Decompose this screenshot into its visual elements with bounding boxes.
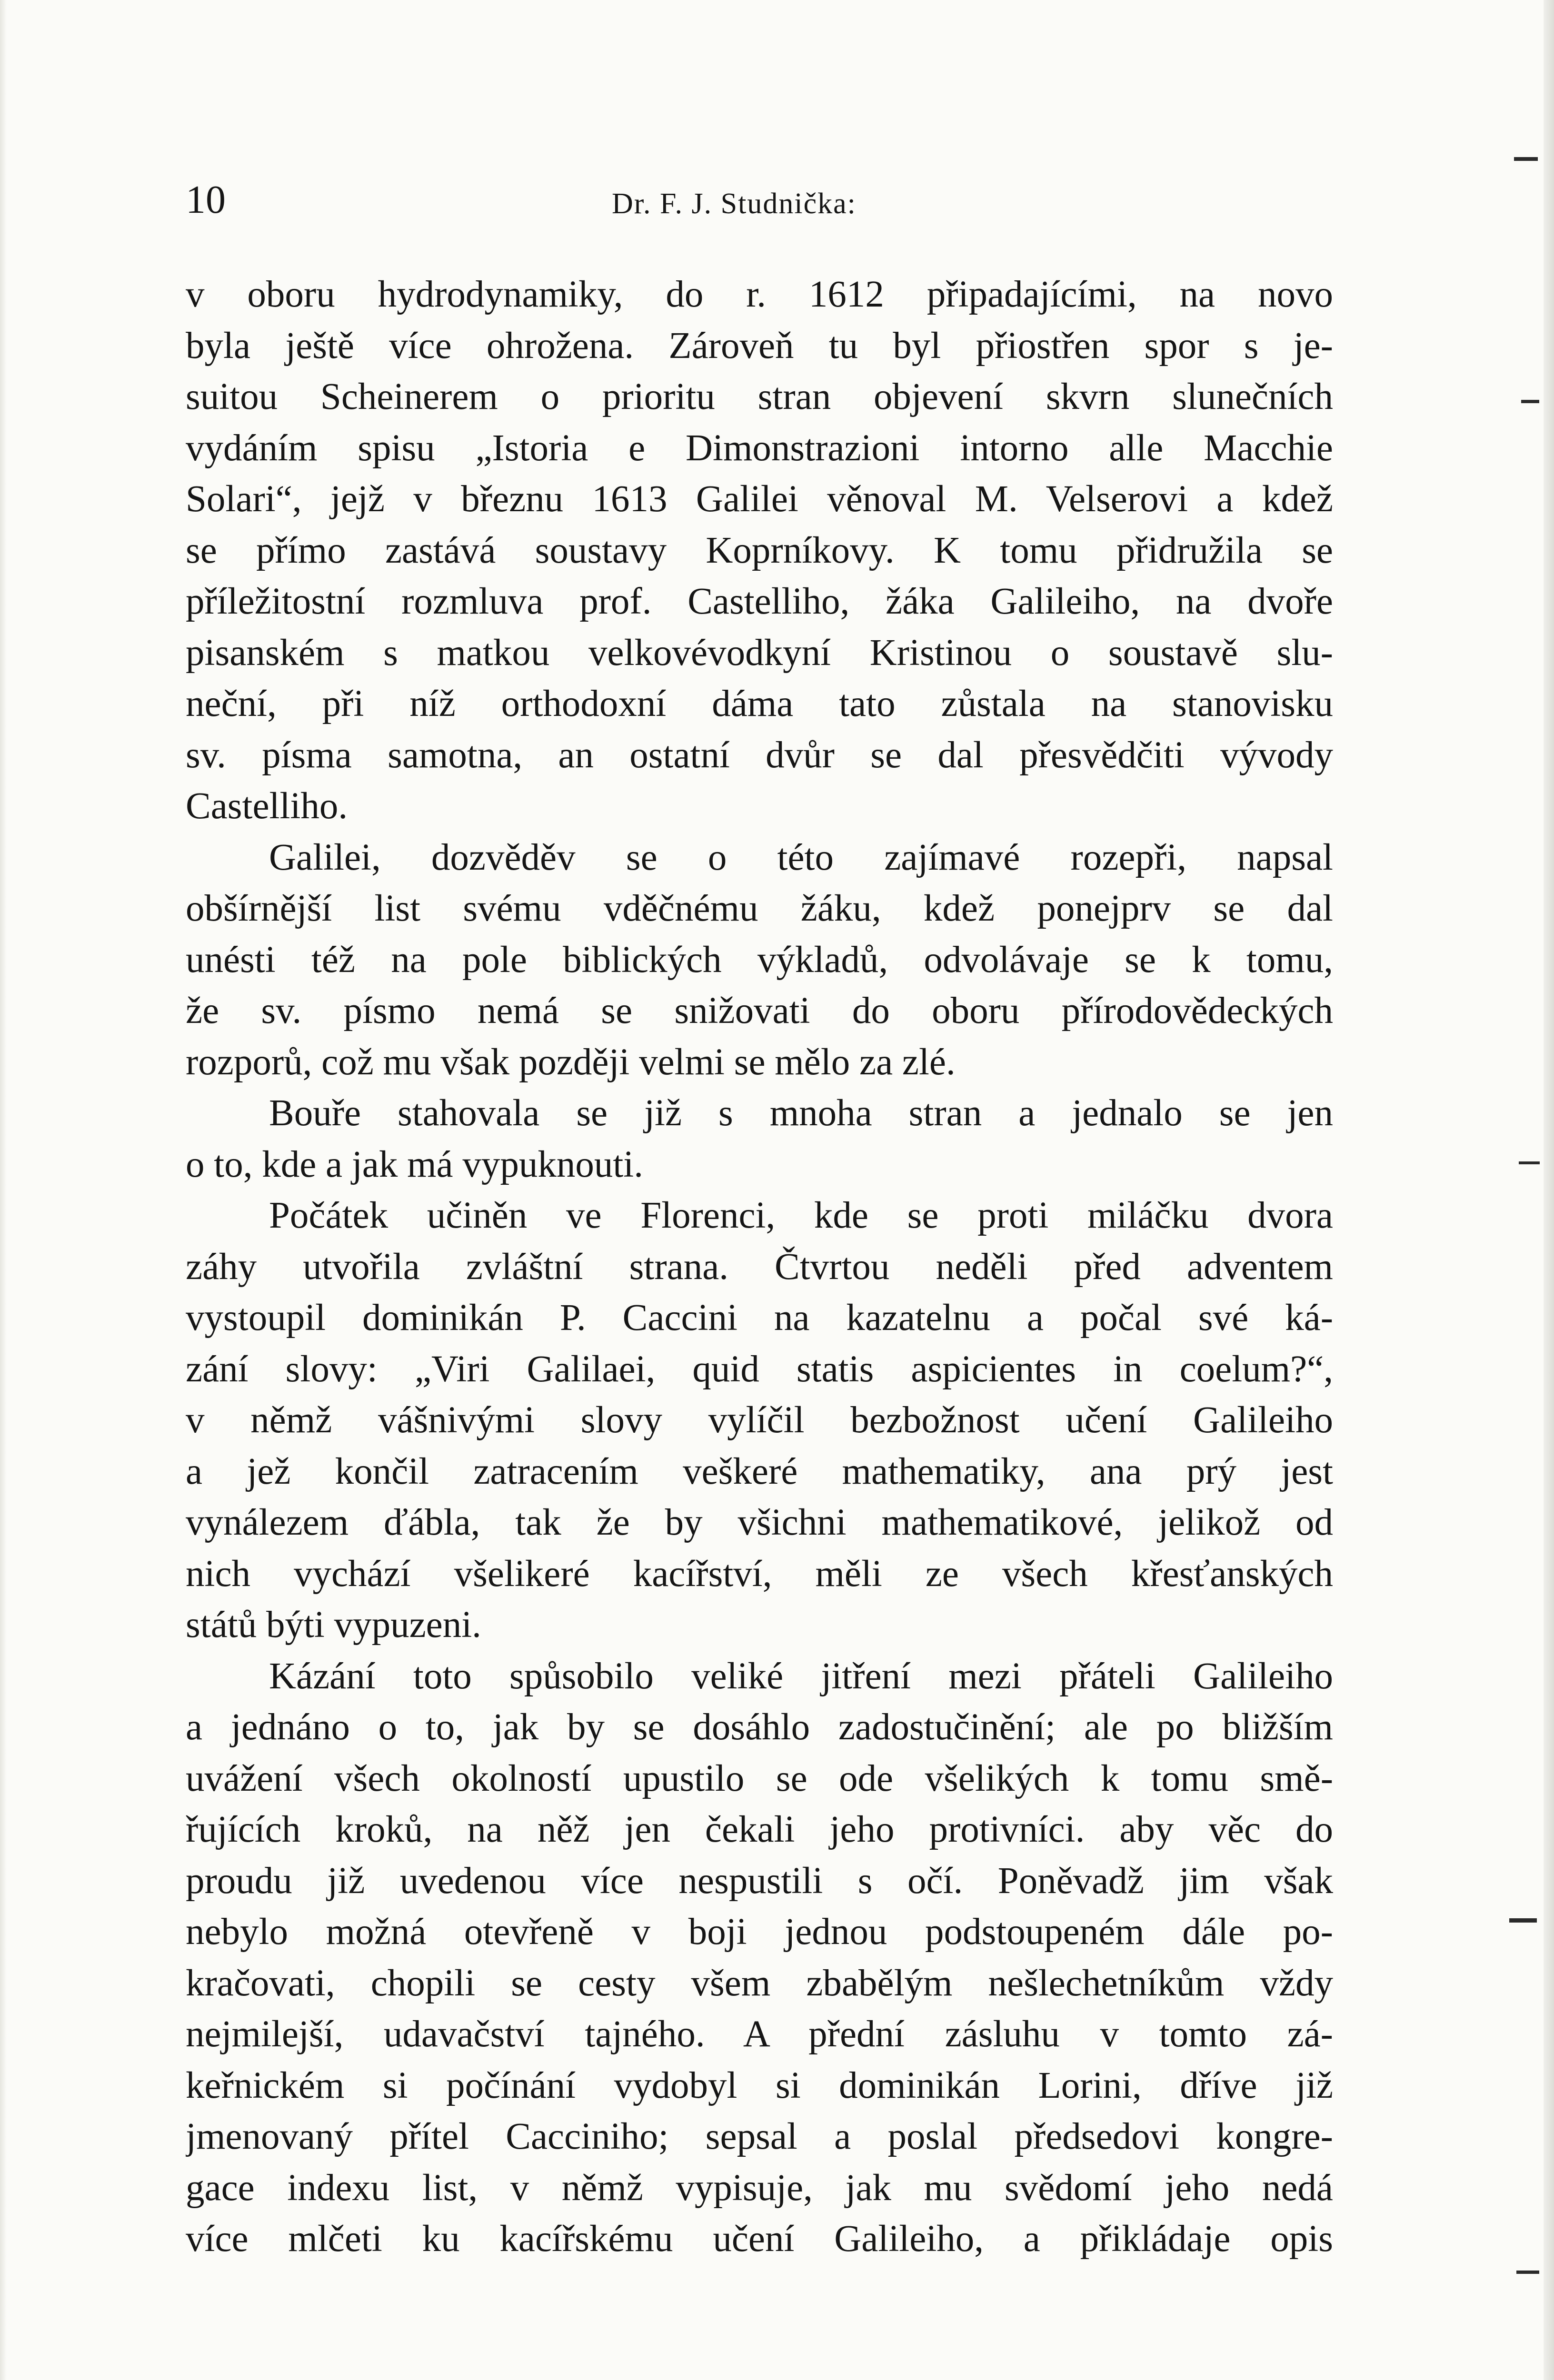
- text-line: obšírnější list svému vděčnému žáku, kdež ponejprv se dal: [186, 888, 1333, 929]
- margin-mark: [1519, 1161, 1540, 1164]
- text-line: nejmilejší, udavačství tajného. A přední zásluhu v tomto zá-: [186, 2013, 1333, 2055]
- text-line: unésti též na pole biblických výkladů, odvolávaje se k tomu,: [186, 939, 1333, 981]
- text-line: nich vychází všelikeré kacířství, měli ze všech křesťanských: [186, 1553, 1333, 1595]
- page-header: [186, 171, 919, 228]
- text-line: neční, při níž orthodoxní dáma tato zůstala na stanovisku: [186, 683, 1333, 724]
- scan-edge-right: [1544, 0, 1554, 2380]
- text-line: se přímo zastává soustavy Koprníkovy. K tomu přidružila se: [186, 529, 1333, 571]
- text-line: v oboru hydrodynamiky, do r. 1612 připadajícími, na novo: [186, 274, 1333, 315]
- margin-mark: [1516, 2271, 1539, 2274]
- text-line: Kázání toto spůsobilo veliké jitření mezi přáteli Galileiho: [269, 1655, 1333, 1697]
- text-line: suitou Scheinerem o prioritu stran objevení skvrn slunečních: [186, 376, 1333, 417]
- page-number: 10: [186, 178, 226, 222]
- text-line: záhy utvořila zvláštní strana. Čtvrtou neděli před adventem: [186, 1246, 1333, 1288]
- margin-mark: [1514, 157, 1538, 161]
- text-line: vystoupil dominikán P. Caccini na kazatelnu a počal své ká-: [186, 1297, 1333, 1339]
- running-head: Dr. F. J. Studnička:: [612, 188, 857, 220]
- text-line: Počátek učiněn ve Florenci, kde se proti miláčku dvora: [269, 1195, 1333, 1236]
- text-line: států býti vypuzeni.: [186, 1604, 481, 1646]
- text-line: proudu již uvedenou více nespustili s očí. Poněvadž jim však: [186, 1860, 1333, 1902]
- text-line: zání slovy: „Viri Galilaei, quid statis aspicientes in coelum?“,: [186, 1348, 1333, 1390]
- text-line: že sv. písmo nemá se snižovati do oboru přírodovědeckých: [186, 990, 1333, 1031]
- text-line: uvážení všech okolností upustilo se ode všelikých k tomu smě-: [186, 1757, 1333, 1799]
- text-line: Solari“, jejž v březnu 1613 Galilei věnoval M. Velserovi a kdež: [186, 478, 1333, 520]
- text-line: Galilei, dozvěděv se o této zajímavé rozepři, napsal: [269, 836, 1333, 878]
- scan-edge-left: [0, 0, 7, 2380]
- text-line: a jež končil zatracením veškeré mathematiky, ana prý jest: [186, 1450, 1333, 1492]
- text-line: o to, kde a jak má vypuknouti.: [186, 1143, 643, 1185]
- text-line: více mlčeti ku kacířskému učení Galileiho, a přikládaje opis: [186, 2218, 1333, 2260]
- text-line: vydáním spisu „Istoria e Dimonstrazioni intorno alle Macchie: [186, 427, 1333, 469]
- text-line: pisanském s matkou velkovévodkyní Kristinou o soustavě slu-: [186, 632, 1333, 674]
- text-line: sv. písma samotna, an ostatní dvůr se dal přesvědčiti vývody: [186, 734, 1333, 776]
- text-line: nebylo možná otevřeně v boji jednou podstoupeném dále po-: [186, 1911, 1333, 1953]
- text-line: řujících kroků, na něž jen čekali jeho protivníci. aby věc do: [186, 1809, 1333, 1850]
- text-line: kračovati, chopili se cesty všem zbabělým nešlechetníkům vždy: [186, 1962, 1333, 2004]
- text-line: keřnickém si počínání vydobyl si dominikán Lorini, dříve již: [186, 2064, 1333, 2106]
- margin-mark: [1521, 400, 1539, 403]
- body-text: [186, 269, 1333, 2265]
- text-line: a jednáno o to, jak by se dosáhlo zadostučinění; ale po bližším: [186, 1706, 1333, 1748]
- text-line: jmenovaný přítel Cacciniho; sepsal a poslal předsedovi kongre-: [186, 2116, 1333, 2157]
- text-line: příležitostní rozmluva prof. Castelliho, žáka Galileiho, na dvoře: [186, 581, 1333, 622]
- text-line: rozporů, což mu však později velmi se mělo za zlé.: [186, 1041, 956, 1083]
- text-line: byla ještě více ohrožena. Zároveň tu byl přiostřen spor s je-: [186, 325, 1333, 367]
- text-line: v němž vášnivými slovy vylíčil bezbožnost učení Galileiho: [186, 1399, 1333, 1441]
- text-line: Castelliho.: [186, 785, 348, 827]
- text-line: Bouře stahovala se již s mnoha stran a jednalo se jen: [269, 1092, 1333, 1134]
- text-line: gace indexu list, v němž vypisuje, jak mu svědomí jeho nedá: [186, 2167, 1333, 2209]
- margin-mark: [1509, 1918, 1537, 1923]
- text-line: vynálezem ďábla, tak že by všichni mathematikové, jelikož od: [186, 1502, 1333, 1543]
